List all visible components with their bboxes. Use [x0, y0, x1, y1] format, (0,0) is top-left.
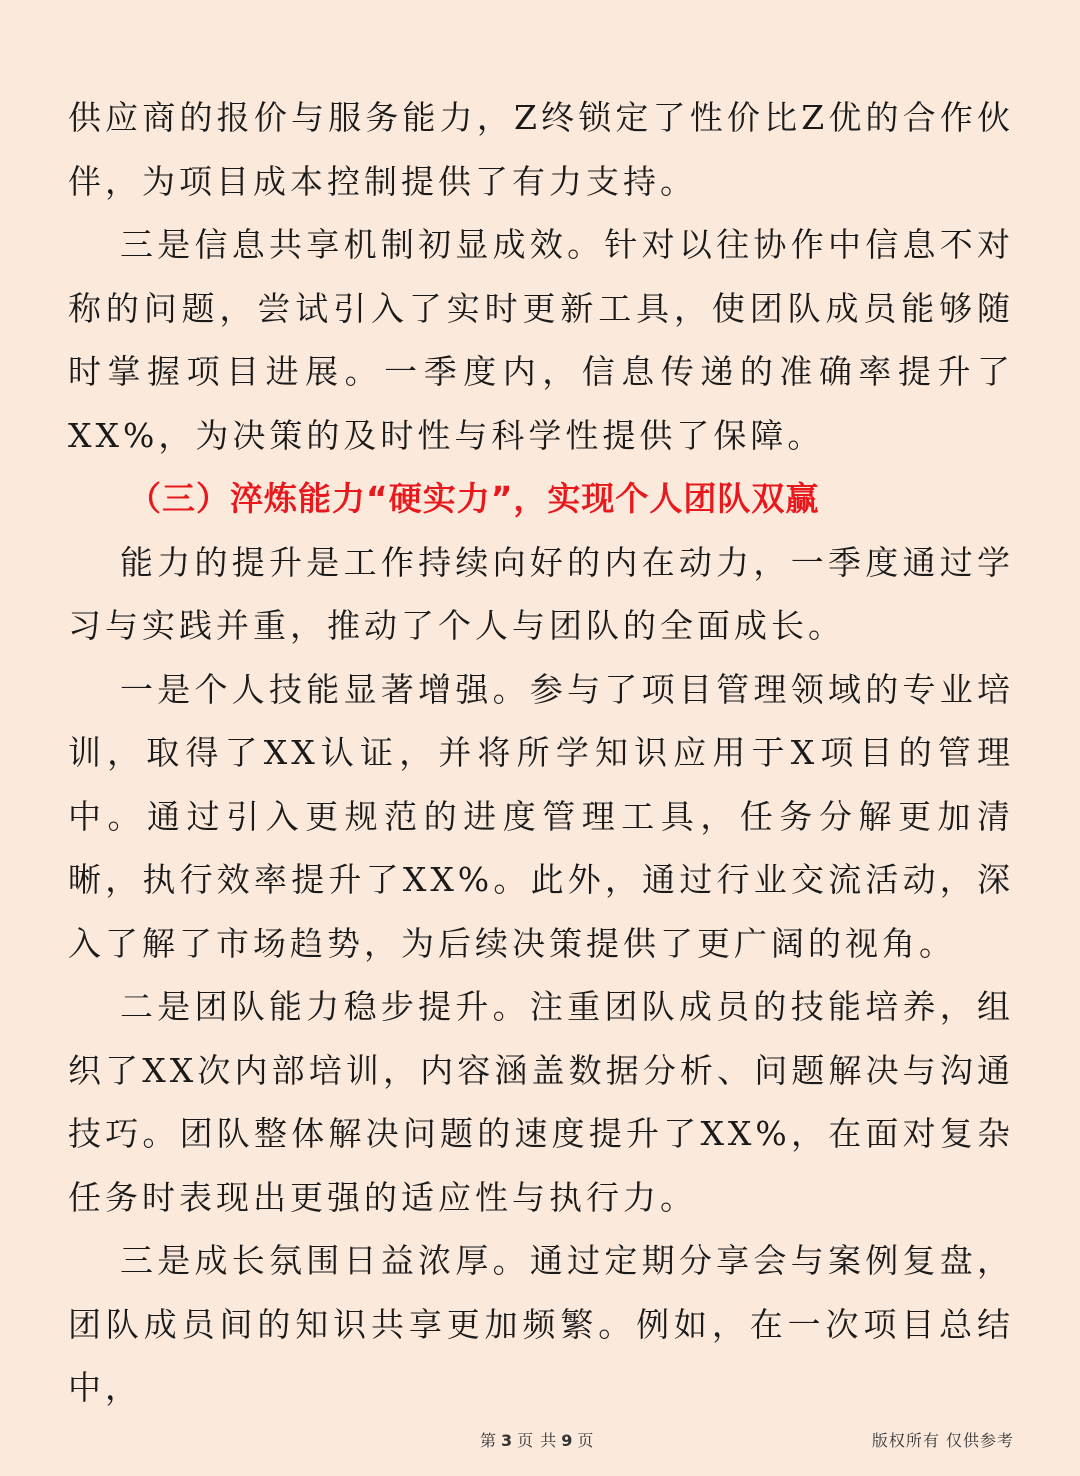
page-footer: [0, 1428, 1080, 1456]
paragraph-team-capability: 二是团队能力稳步提升。注重团队成员的技能培养，组织了XX次内部培训，内容涵盖数据分析、问题解决与沟通技巧。团队整体解决问题的速度提升了XX%，在面对复杂任务时表现出更强的适应性与执行力。: [68, 987, 1014, 1217]
page-middle-text: 页 共: [517, 1431, 558, 1450]
section-heading-three: （三）淬炼能力“硬实力”，实现个人团队双赢: [128, 479, 820, 518]
total-pages-number: 9: [561, 1431, 574, 1450]
page-prefix: 第: [480, 1431, 498, 1450]
page-number: [480, 1428, 594, 1451]
paragraph-info-sharing: 三是信息共享机制初显成效。针对以往协作中信息不对称的问题，尝试引入了实时更新工具，使团队成员能够随时掌握项目进展。一季度内，信息传递的准确率提升了XX%，为决策的及时性与科学性提供了保障。: [68, 225, 1014, 455]
paragraph-growth-atmosphere: 三是成长氛围日益浓厚。通过定期分享会与案例复盘，团队成员间的知识共享更加频繁。例如，在一次项目总结中，: [68, 1241, 1014, 1407]
paragraph-personal-skills: 一是个人技能显著增强。参与了项目管理领域的专业培训，取得了XX认证，并将所学知识应用于X项目的管理中。通过引入更规范的进度管理工具，任务分解更加清晰，执行效率提升了XX%。此外，通过行业交流活动，深入了解了市场趋势，为后续决策提供了更广阔的视角。: [68, 669, 1014, 963]
copyright-notice: 版权所有 仅供参考: [871, 1431, 1014, 1450]
document-body: [68, 86, 1014, 1420]
paragraph-continuation: 供应商的报价与服务能力，Z终锁定了性价比Z优的合作伙伴，为项目成本控制提供了有力支持。: [68, 98, 1014, 201]
current-page-number: 3: [501, 1431, 514, 1450]
paragraph-capability-intro: 能力的提升是工作持续向好的内在动力，一季度通过学习与实践并重，推动了个人与团队的全面成长。: [68, 542, 1014, 645]
page-suffix: 页: [577, 1431, 595, 1450]
